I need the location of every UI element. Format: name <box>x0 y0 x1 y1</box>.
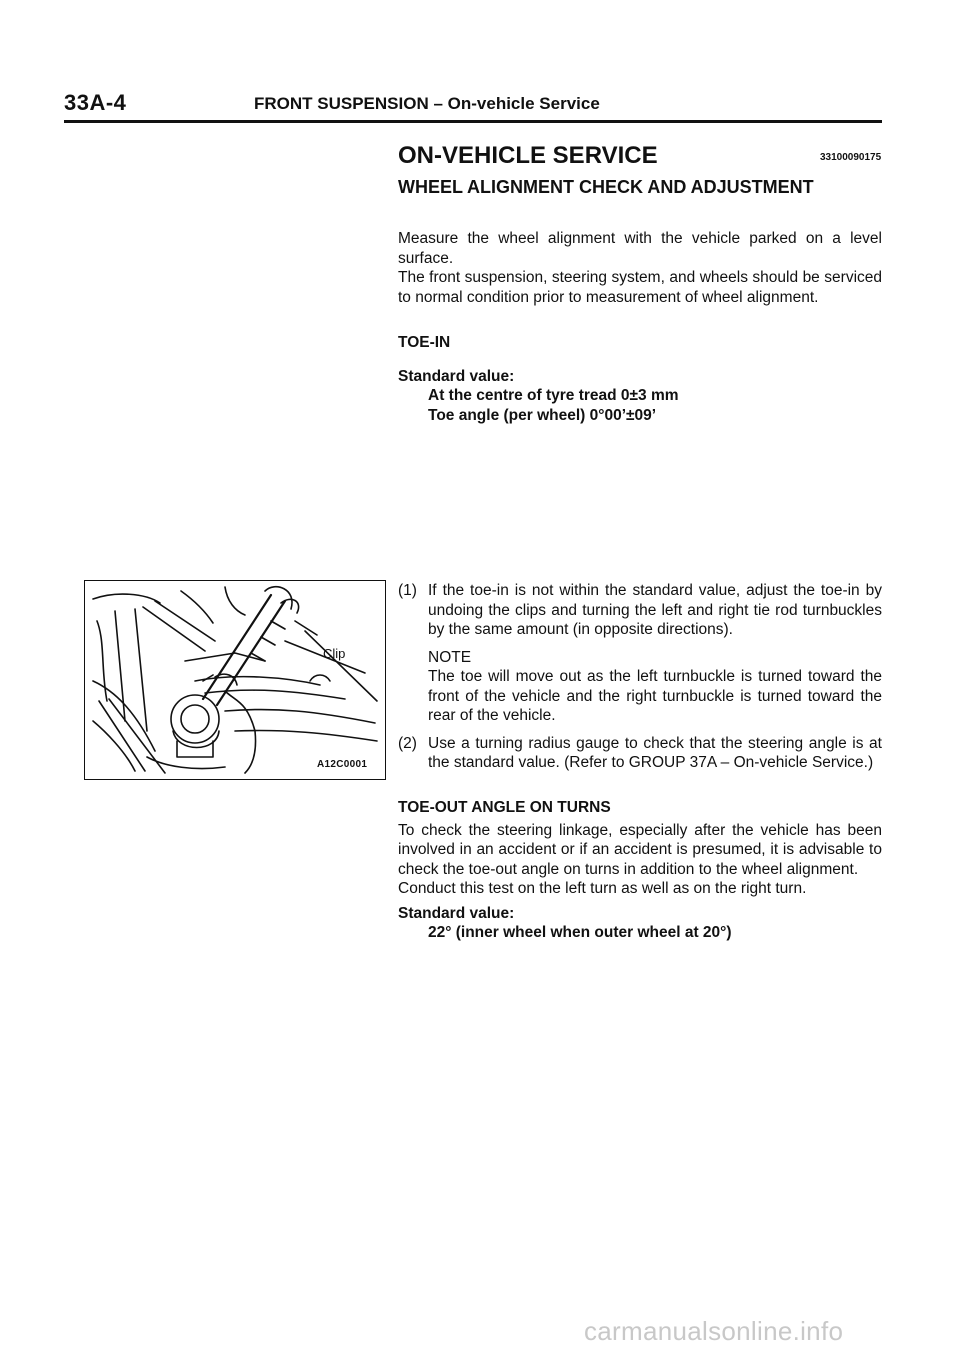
toe-in-heading: TOE-IN <box>398 334 451 351</box>
header-rule <box>64 120 882 123</box>
toe-out-paragraph-2: Conduct this test on the left turn as well as on the right turn. <box>398 880 807 897</box>
toe-out-standard-label: Standard value: <box>398 904 515 922</box>
toe-in-standard-line-2: Toe angle (per wheel) 0°00’±09’ <box>428 406 657 424</box>
toe-out-standard-value: 22° (inner wheel when outer wheel at 20°) <box>428 924 732 941</box>
step-2-number: (2) <box>398 734 417 752</box>
page-number: 33A-4 <box>64 90 127 115</box>
intro-paragraph-2: The front suspension, steering system, and wheels should be serviced to normal condition prior to measurement of wheel alignment. <box>398 269 882 306</box>
intro-block <box>398 229 882 307</box>
toe-in-standard-label: Standard value: <box>398 367 515 385</box>
clip-label: Clip <box>323 646 346 661</box>
header-title: FRONT SUSPENSION – On-vehicle Service <box>254 94 600 113</box>
step-2 <box>398 734 882 773</box>
page-header <box>64 90 882 122</box>
subsection-title: WHEEL ALIGNMENT CHECK AND ADJUSTMENT <box>398 177 814 197</box>
toe-out-paragraph-1: To check the steering linkage, especially after the vehicle has been involved in an accident or if an accident is presumed, it is advisable to check the toe-out angle on turns in addition to the wheel alignment. <box>398 821 882 878</box>
note-text: The toe will move out as the left turnbuckle is turned toward the front of the vehicle and the right turnbuckle is turned toward the rear of the vehicle. <box>428 668 882 724</box>
adjustment-steps <box>398 581 882 773</box>
tie-rod-illustration <box>84 580 386 780</box>
step-1-number: (1) <box>398 582 417 599</box>
step-1-text: If the toe-in is not within the standard value, adjust the toe-in by undoing the clips and turning the left and right tie rod turnbuckles by the same amount (in opposite directions). <box>428 582 882 638</box>
site-watermark: carmanualsonline.info <box>584 1316 844 1346</box>
figure-code: A12C0001 <box>317 759 368 770</box>
toe-in-block <box>398 333 882 425</box>
section-title: ON-VEHICLE SERVICE <box>398 142 658 169</box>
toe-out-block <box>398 798 882 943</box>
toe-in-standard-line-1: At the centre of tyre tread 0±3 mm <box>428 387 679 404</box>
intro-paragraph-1: Measure the wheel alignment with the vehicle parked on a level surface. <box>398 230 882 267</box>
step-2-text: Use a turning radius gauge to check that the steering angle is at the standard value. (Refer to GROUP 37A – On-vehicle Service.) <box>428 734 882 771</box>
step-1 <box>398 581 882 726</box>
tie-rod-drawing <box>85 581 385 779</box>
note-label: NOTE <box>428 648 472 666</box>
section-code: 33100090175 <box>820 152 882 163</box>
toe-out-heading: TOE-OUT ANGLE ON TURNS <box>398 799 611 816</box>
